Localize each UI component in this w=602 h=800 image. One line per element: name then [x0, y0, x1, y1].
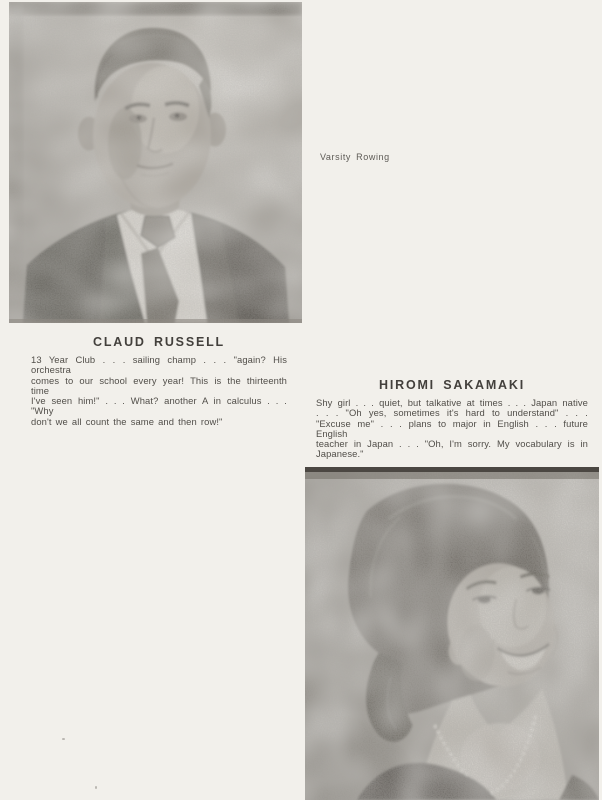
claud-russell-photo [9, 2, 302, 323]
bio-line: 13 Year Club . . . sailing champ . . . "again? His orchestra [31, 354, 287, 376]
bio-line: Japanese." [316, 448, 364, 460]
claud-russell-entry [31, 335, 287, 427]
bio-line: . . . "Oh yes, sometimes it's hard to understand" . . . [316, 407, 588, 419]
hiromi-sakamaki-bio [316, 398, 588, 460]
hiromi-sakamaki-entry [316, 378, 588, 460]
bio-line: don't we all count the same and then row!" [31, 415, 223, 427]
bio-line: Shy girl . . . quiet, but talkative at times . . . Japan native [316, 397, 588, 408]
claud-portrait-illustration [9, 2, 302, 323]
hiromi-portrait-illustration [305, 467, 599, 800]
scan-speck [95, 786, 97, 789]
hiromi-sakamaki-photo [305, 467, 599, 800]
bio-line: teacher in Japan . . . "Oh, I'm sorry. My vocabulary is in [316, 438, 588, 450]
scan-speck [62, 738, 65, 740]
claud-russell-name: CLAUD RUSSELL [93, 335, 225, 349]
bio-line: "Excuse me" . . . plans to major in English . . . future English [316, 417, 588, 439]
bio-line: I've seen him!" . . . What? another A in calculus . . . "Why [31, 395, 287, 417]
hiromi-sakamaki-name: HIROMI SAKAMAKI [379, 378, 525, 392]
varsity-rowing-caption: Varsity Rowing [320, 152, 390, 162]
claud-russell-bio [31, 355, 287, 427]
bio-line: comes to our school every year! This is the thirteenth time [31, 374, 287, 396]
